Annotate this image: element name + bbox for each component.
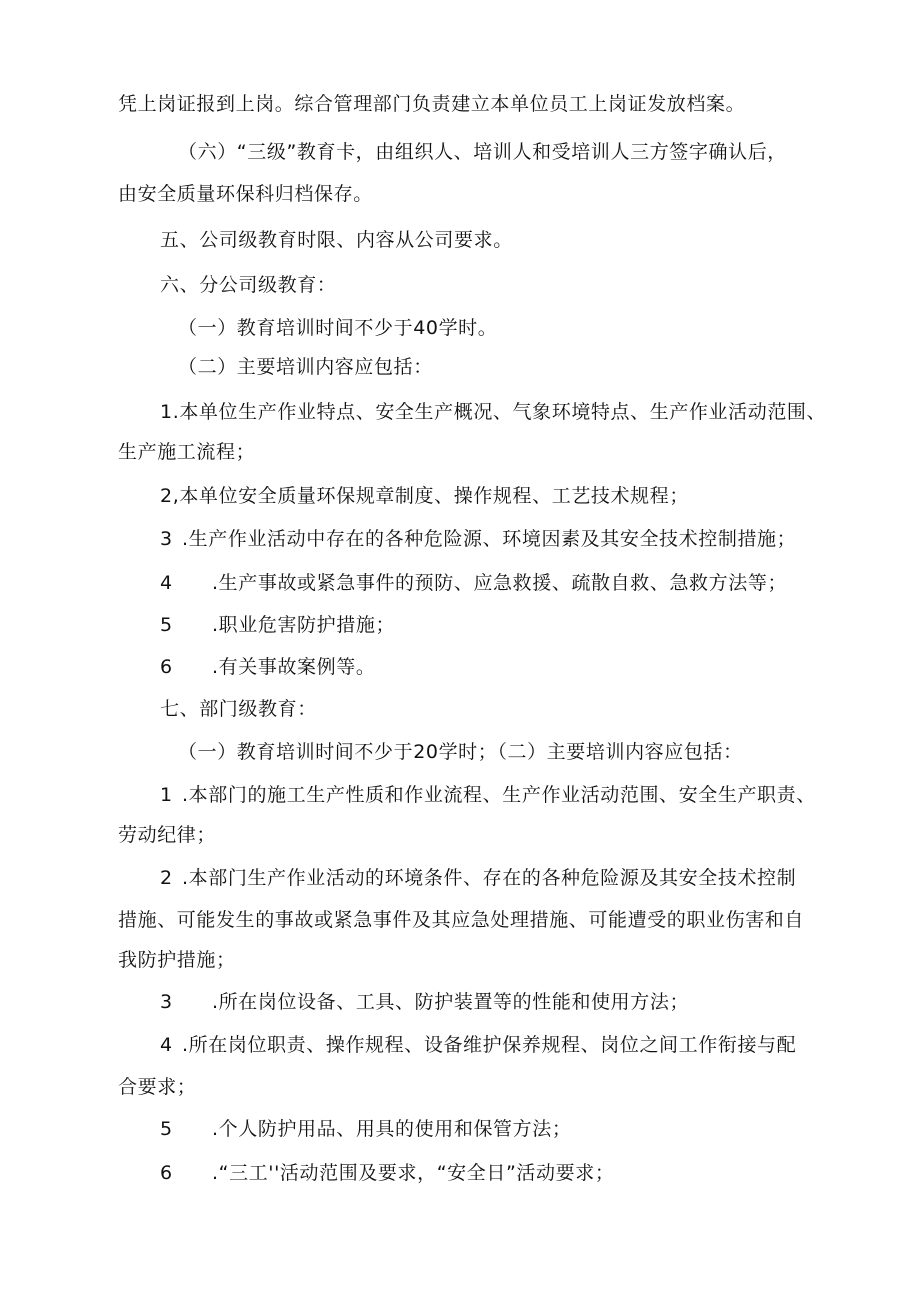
- section-heading: 五、公司级教育时限、内容从公司要求。: [160, 229, 513, 251]
- subsection-line: （一）教育培训时间不少于40学时。: [178, 317, 498, 339]
- item-number: 6: [160, 656, 173, 678]
- item-text: .所在岗位设备、工具、防护装置等的性能和使用方法；: [212, 991, 690, 1013]
- item-text: .所在岗位职责、操作规程、设备维护保养规程、岗位之间工作衔接与配: [182, 1034, 797, 1056]
- item-number: 3: [160, 528, 173, 550]
- list-item-5: [160, 613, 395, 637]
- list-item-6: [160, 1161, 614, 1185]
- list-item-5: [160, 1117, 571, 1141]
- list-item-line: 措施、可能发生的事故或紧急事件及其应急处理措施、可能遭受的职业伤害和自: [118, 909, 805, 931]
- item-text: .生产事故或紧急事件的预防、应急救援、疏散自救、急救方法等；: [212, 572, 788, 594]
- paragraph-line: 凭上岗证报到上岗。综合管理部门负责建立本单位员工上岗证发放档案。: [118, 93, 746, 115]
- item-number: 4: [160, 1034, 173, 1056]
- list-item-line: 合要求；: [118, 1076, 197, 1098]
- item-text: .生产作业活动中存在的各种危险源、环境因素及其安全技术控制措施；: [182, 528, 797, 550]
- list-item-4: [160, 1033, 796, 1057]
- list-item-3: [160, 527, 796, 551]
- item-number: 6: [160, 1162, 173, 1184]
- list-item-line: 劳动纪律；: [118, 824, 217, 846]
- item-number: 1: [160, 784, 173, 806]
- list-item-line: 我防护措施；: [118, 949, 236, 971]
- list-item-2: [160, 866, 796, 890]
- item-number: 5: [160, 1118, 173, 1140]
- list-item-6: [160, 655, 375, 679]
- item-text: .职业危害防护措施；: [212, 614, 396, 636]
- item-text: .有关事故案例等。: [212, 656, 376, 678]
- section-heading: 六、分公司级教育：: [160, 274, 337, 296]
- item-text: .个人防护用品、用具的使用和保管方法；: [212, 1118, 572, 1140]
- item-text: .本部门的施工生产性质和作业流程、生产作业活动范围、安全生产职责、: [182, 784, 816, 806]
- item-number: 3: [160, 991, 173, 1013]
- paragraph-line: 由安全质量环保科归档保存。: [118, 183, 373, 205]
- list-item-line: 1.本单位生产作业特点、安全生产概况、气象环境特点、生产作业活动范围、: [160, 401, 827, 423]
- list-item-4: [160, 571, 787, 595]
- list-item-3: [160, 990, 689, 1014]
- item-text: .“三工''活动范围及要求，“安全日”活动要求；: [212, 1162, 615, 1184]
- list-item-1: [160, 783, 816, 807]
- item-text: .本部门生产作业活动的环境条件、存在的各种危险源及其安全技术控制: [182, 867, 797, 889]
- paragraph-line: （六）“三级”教育卡，由组织人、培训人和受培训人三方签字确认后，: [178, 141, 787, 163]
- list-item-line: 2,本单位安全质量环保规章制度、操作规程、工艺技术规程；: [160, 485, 689, 507]
- list-item-line: 生产施工流程；: [118, 441, 256, 463]
- item-number: 2: [160, 867, 173, 889]
- subsection-line: （二）主要培训内容应包括：: [178, 356, 433, 378]
- subsection-line: （一）教育培训时间不少于20学时；（二）主要培训内容应包括：: [178, 741, 743, 763]
- section-heading: 七、部门级教育：: [160, 698, 317, 720]
- item-number: 5: [160, 614, 173, 636]
- item-number: 4: [160, 572, 173, 594]
